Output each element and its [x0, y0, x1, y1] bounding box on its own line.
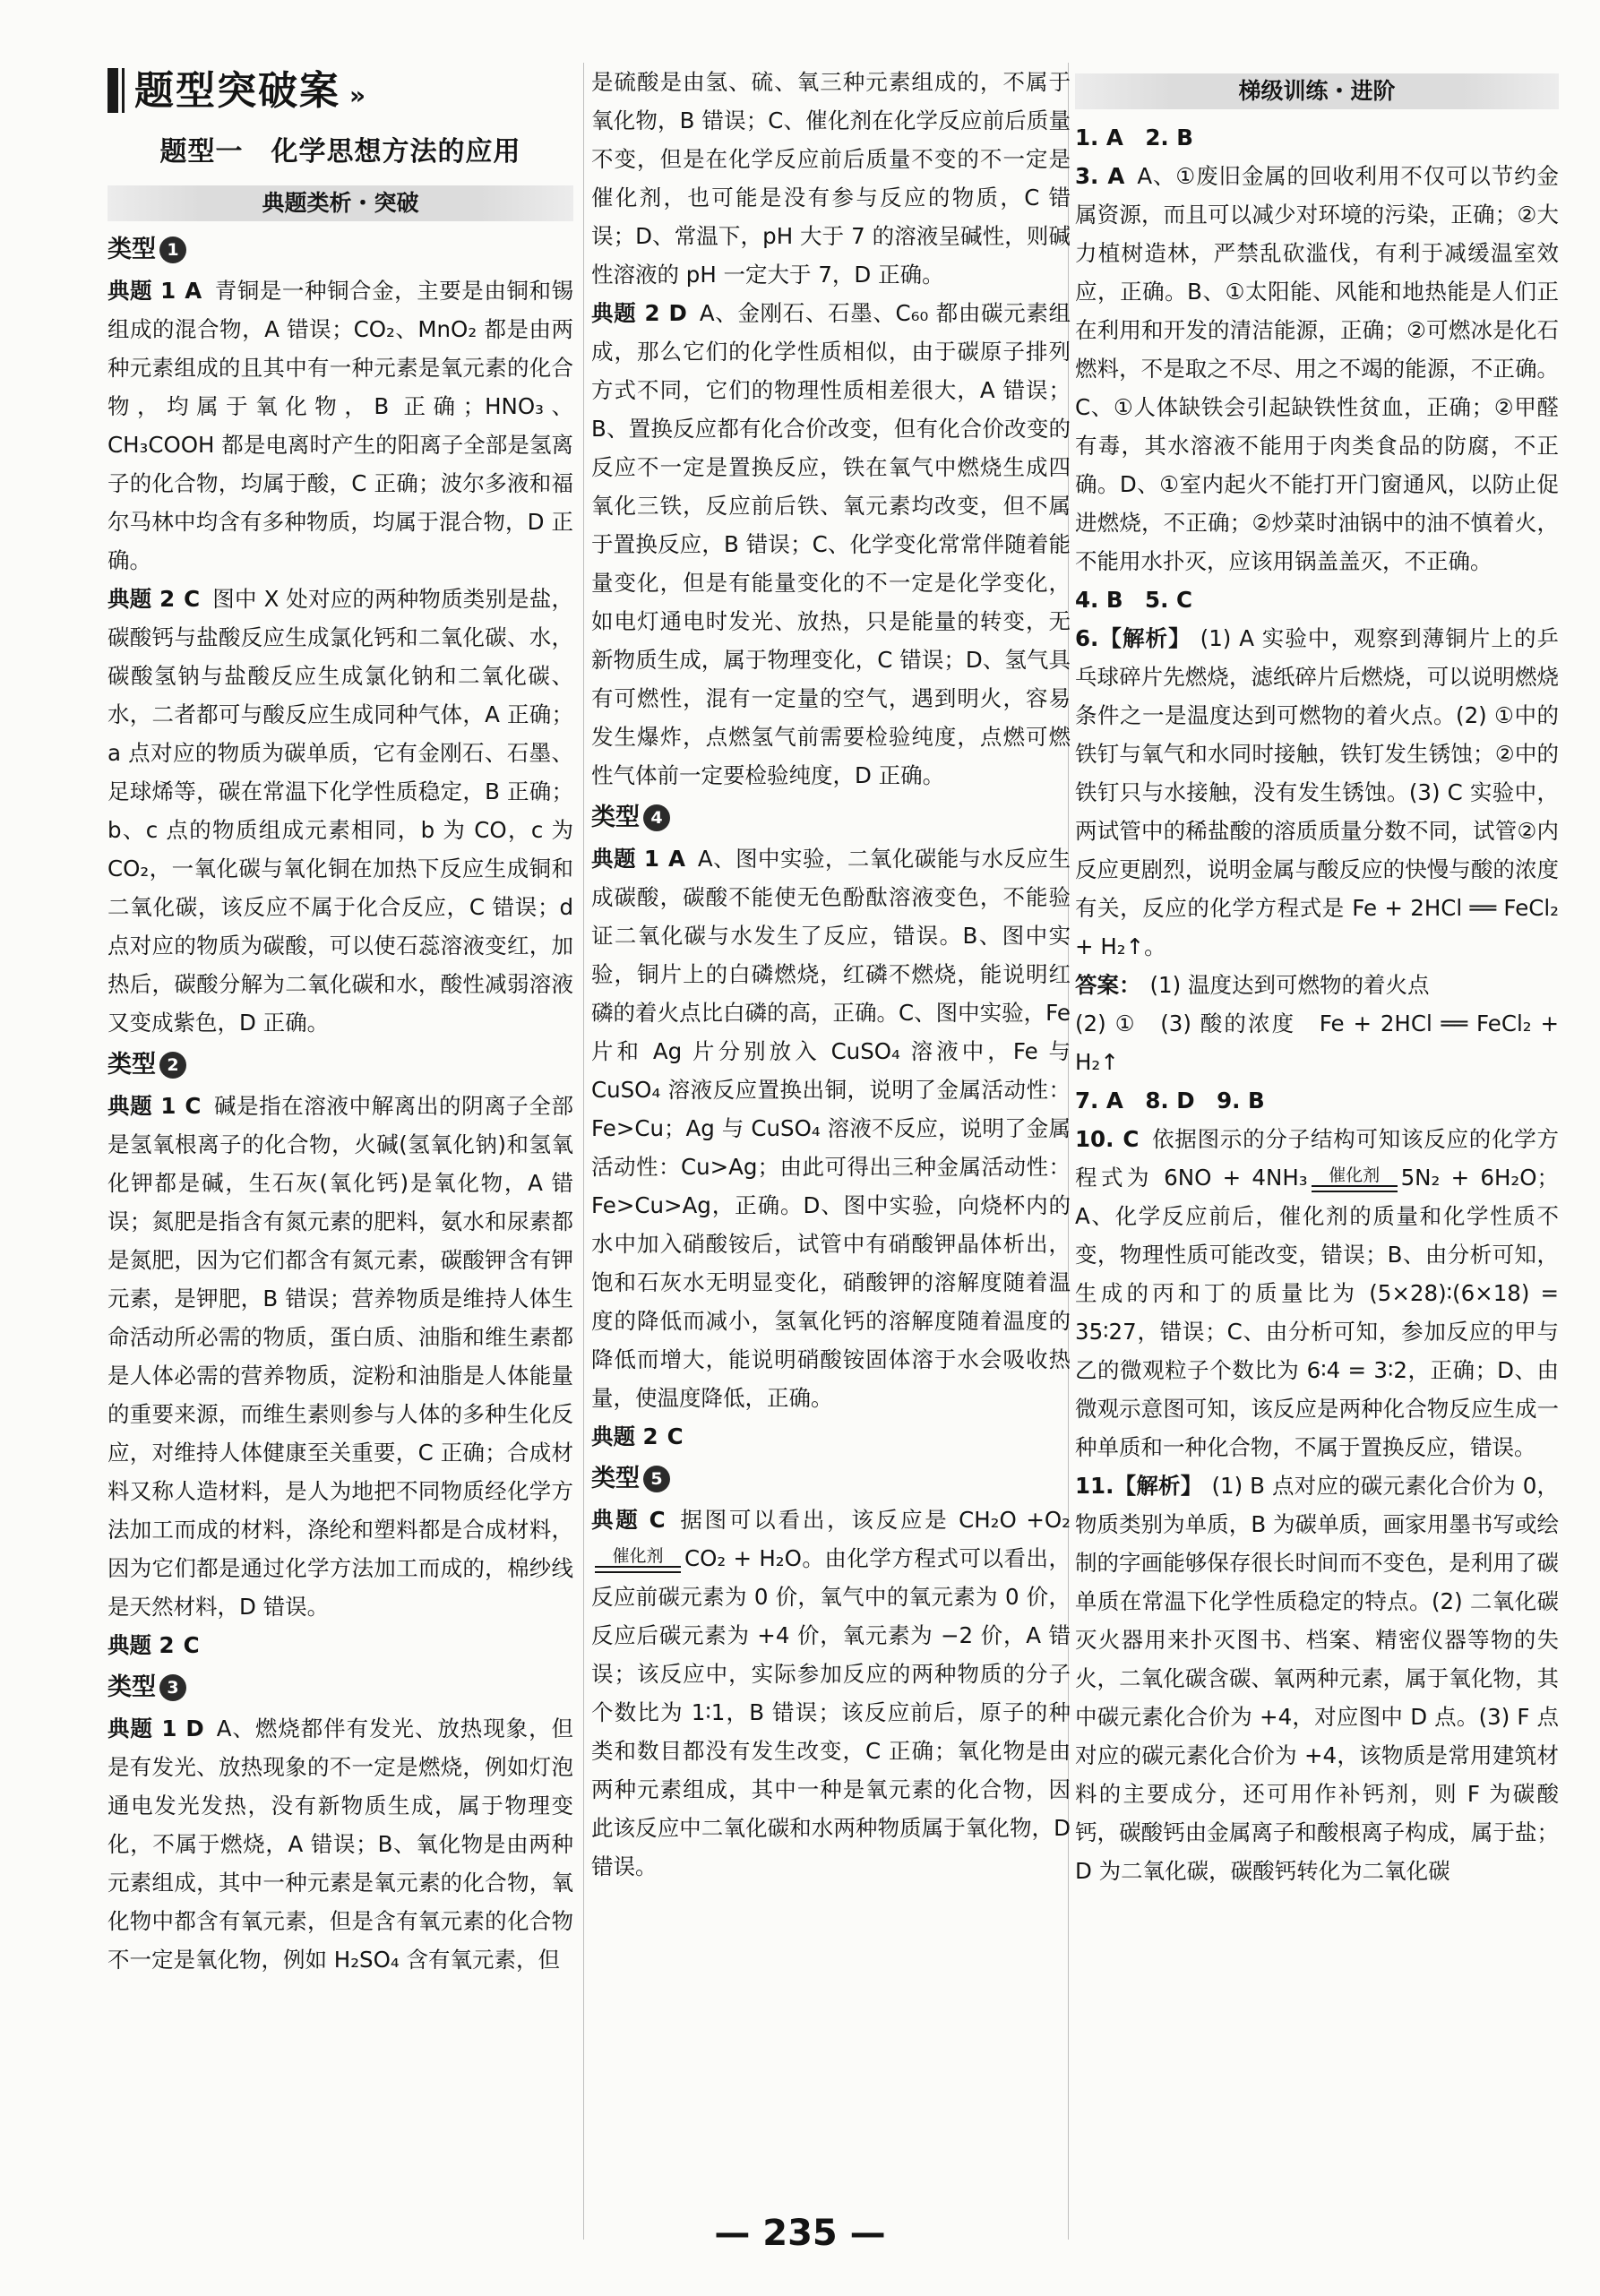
question-paragraph: 11.【解析】 (1) B 点对应的碳元素化合价为 0，物质类别为单质，B 为碳单质，画家用墨书写或绘制的字画能够保存很长时间而不变色，是利用了碳单质在常温下化学性质稳定的特点。(2) 二氧化碳灭火器用来扑灭图书、档案、精密仪器等物的失火，二氧化碳含碳、氧两种元素，属于氧化物，其中碳元素化合价为 +4，对应图中 D 点。(3) F 点对应的碳元素化合价为 +4，该物质是常用建筑材料的主要成分，还可用作补钙剂，则 F 为碳酸钙，碳酸钙由金属离子和酸根离子构成，属于盐；D 为二氧化碳，碳酸钙转化为二氧化碳: [1075, 1473, 1559, 1884]
question-paragraph-continued: 是硫酸是由氢、硫、氧三种元素组成的，不属于氧化物，B 错误；C、催化剂在化学反应前后质量不变，但是在化学反应前后质量不变的不一定是催化剂，也可能是没有参与反应的物质，C 错误；D、常温下，pH 大于 7 的溶液呈碱性，则碱性溶液的 pH 一定大于 7，D 正确。: [591, 69, 1071, 288]
question-paragraph: 3. A A、①废旧金属的回收利用不仅可以节约金属资源，而且可以减少对环境的污染，正确；②大力植树造林，严禁乱砍滥伐，有利于减缓温室效应，正确。B、①太阳能、风能和地热能是人们正在利用和开发的清洁能源，正确；②可燃冰是化石燃料，不是取之不尽、用之不竭的能源，不正确。C、①人体缺铁会引起缺铁性贫血，正确；②甲醛有毒，其水溶液不能用于肉类食品的防腐，不正确。D、①室内起火不能打开门窗通风，以防止促进燃烧，不正确；②炒菜时油锅中的油不慎着火，不能用水扑灭，应该用锅盖盖灭，不正确。: [1075, 163, 1559, 574]
question-paragraph: 典题 2 C: [108, 1632, 200, 1658]
column-divider-1: [583, 63, 584, 2240]
double-arrow-icon: »: [349, 81, 368, 110]
question-paragraph: 典题 C 据图可以看出，该反应是 CH₂O +O₂ 催化剂 CO₂ + H₂O。由化学方程式可以看出，反应前碳元素为 0 价，氧气中的氧元素为 0 价，反应后碳元素为 +4 价，氧元素为 −2 价，A 错误；该反应中，实际参加反应的两种物质的分子个数比为 1∶1，B 错误；该反应前后，原子的种类和数目都没有发生改变，C 正确；氧化物是由两种元素组成，其中一种是氧元素的化合物，因此该反应中二氧化碳和水两种物质属于氧化物，D 错误。: [591, 1507, 1071, 1879]
question-paragraph: 典题 2 C: [591, 1423, 684, 1449]
page-number: — 235 —: [714, 2213, 886, 2254]
number-circle-icon: 4: [643, 804, 670, 831]
question-paragraph: 典题 1 A 青铜是一种铜合金，主要是由铜和锡组成的混合物，A 错误；CO₂、MnO₂ 都是由两种元素组成的且其中有一种元素是氧元素的化合物，均属于氧化物，B 正确；HNO₃、CH₃COOH 都是电离时产生的阳离子全部是氢离子的化合物，均属于酸，C 正确；波尔多液和福尔马林中均含有多种物质，均属于混合物，D 正确。: [108, 278, 574, 573]
answer-line: 7. A 8. D 9. B: [1075, 1088, 1265, 1114]
number-circle-icon: 5: [643, 1466, 670, 1492]
type-heading-2: 类型 2: [108, 1045, 573, 1085]
type-heading-4: 类型 4: [591, 798, 1071, 838]
answer-block: 答案： (1) 温度达到可燃物的着火点: [1075, 972, 1430, 998]
question-paragraph: 典题 2 D A、金刚石、石墨、C₆₀ 都由碳元素组成，那么它们的化学性质相似，由于碳原子排列方式不同，它们的物理性质相差很大，A 错误；B、置换反应都有化合价改变，但有化合价改变的反应不一定是置换反应，铁在氧气中燃烧生成四氧化三铁，反应前后铁、氧元素均改变，但不属于置换反应，B 错误；C、化学变化常常伴随着能量变化，但是有能量变化的不一定是化学变化，如电灯通电时发光、放热，只是能量的转变，无新物质生成，属于物理变化，C 错误；D、氢气具有可燃性，混有一定量的空气，遇到明火，容易发生爆炸，点燃氢气前需要检验纯度，点燃可燃性气体前一定要检验纯度，D 正确。: [591, 300, 1071, 788]
type-heading-3: 类型 3: [108, 1668, 573, 1707]
question-paragraph: 典题 1 A A、图中实验，二氧化碳能与水反应生成碳酸，碳酸不能使无色酚酞溶液变色，不能验证二氧化碳与水发生了反应，错误。B、图中实验，铜片上的白磷燃烧，红磷不燃烧，能说明红磷的着火点比白磷的高，正确。C、图中实验，Fe 片和 Ag 片分别放入 CuSO₄ 溶液中，Fe 与 CuSO₄ 溶液反应置换出铜，说明了金属活动性：Fe>Cu；Ag 与 CuSO₄ 溶液不反应，说明了金属活动性：Cu>Ag；由此可得出三种金属活动性：Fe>Cu>Ag，正确。D、图中实验，向烧杯内的水中加入硝酸铵后，试管中有硝酸钾晶体析出，饱和石灰水无明显变化，硝酸钾的溶解度随着温度的降低而减小，氢氧化钙的溶解度随着温度的降低而增大，能说明硝酸铵固体溶于水会吸收热量，使温度降低，正确。: [591, 846, 1071, 1411]
banner-graded-training: 梯级训练・进阶: [1075, 73, 1559, 109]
column-right: [1075, 63, 1559, 1890]
banner-example-analysis: 典题类析・突破: [108, 185, 573, 221]
title-bar-decoration: [108, 68, 118, 113]
question-paragraph: 典题 2 C 图中 X 处对应的两种物质类别是盐，碳酸钙与盐酸反应生成氯化钙和二氧化碳、水，碳酸氢钠与盐酸反应生成氯化钠和二氧化碳、水，二者都可与酸反应生成同种气体，A 正确；a 点对应的物质为碳单质，它有金刚石、石墨、足球烯等，碳在常温下化学性质稳定，B 正确；b、c 点的物质组成元素相同，b 为 CO，c 为 CO₂，一氧化碳与氧化铜在加热下反应生成铜和二氧化碳，该反应不属于化合反应，C 错误；d 点对应的物质为碳酸，可以使石蕊溶液变红，加热后，碳酸分解为二氧化碳和水，酸性减弱溶液又变成紫色，D 正确。: [108, 586, 574, 1036]
section-title: 题型突破案 »: [134, 68, 368, 114]
answer-line: 4. B 5. C: [1075, 587, 1192, 613]
question-paragraph: 6.【解析】 (1) A 实验中，观察到薄铜片上的乒乓球碎片先燃烧，滤纸碎片后燃烧，可以说明燃烧条件之一是温度达到可燃物的着火点。(2) ①中的铁钉与氧气和水同时接触，铁钉发生锈蚀；②中的铁钉只与水接触，没有发生锈蚀。(3) C 实验中，两试管中的稀盐酸的溶质质量分数不同，试管②内反应更剧烈，说明金属与酸反应的快慢与酸的浓度有关，反应的化学方程式是 Fe + 2HCl ══ FeCl₂ + H₂↑。: [1075, 625, 1560, 959]
subtitle: 题型一 化学思想方法的应用: [159, 136, 521, 168]
column-middle: [591, 63, 1071, 1886]
type-heading-5: 类型 5: [591, 1459, 1071, 1499]
catalyst-reaction-arrow: 催化剂: [1312, 1165, 1398, 1192]
answer-block-cont: (2) ① (3) 酸的浓度 Fe + 2HCl ══ FeCl₂ + H₂↑: [1075, 1010, 1559, 1075]
section-header: [108, 63, 573, 120]
column-left: [108, 63, 573, 1979]
number-circle-icon: 2: [159, 1052, 186, 1079]
type-heading-1: 类型 1: [108, 230, 573, 270]
question-paragraph: 典题 1 C 碱是指在溶液中解离出的阴离子全部是氢氧根离子的化合物，火碱(氢氧化钠)和氢氧化钾都是碱，生石灰(氧化钙)是氧化物，A 错误；氮肥是指含有氮元素的肥料，氨水和尿素都是氮肥，因为它们都含有氮元素，碳酸钾含有钾元素，是钾肥，B 错误；营养物质是维持人体生命活动所必需的物质，蛋白质、油脂和维生素都是人体必需的营养物质，淀粉和油脂是人体能量的重要来源，而维生素则参与人体的多种生化反应，对维持人体健康至关重要，C 正确；合成材料又称人造材料，是人为地把不同物质经化学方法加工而成的材料，涤纶和塑料都是合成材料，因为它们都是通过化学方法加工而成的，棉纱线是天然材料，D 错误。: [108, 1093, 574, 1620]
catalyst-reaction-arrow: 催化剂: [595, 1546, 681, 1573]
number-circle-icon: 3: [159, 1674, 186, 1701]
question-paragraph: 10. C 依据图示的分子结构可知该反应的化学方程式为 6NO + 4NH₃ 催化剂 5N₂ + 6H₂O；A、化学反应前后，催化剂的质量和化学性质不变，物理性质可能改变，错误；B、由分析可知，生成的丙和丁的质量比为 (5×28)∶(6×18) = 35∶27，错误；C、由分析可知，参加反应的甲与乙的微观粒子个数比为 6∶4 = 3∶2，正确；D、由微观示意图可知，该反应是两种化合物反应生成一种单质和一种化合物，不属于置换反应，错误。: [1075, 1126, 1559, 1460]
title-bar-decoration-thin: [122, 68, 125, 113]
number-circle-icon: 1: [159, 236, 186, 263]
question-paragraph: 典题 1 D A、燃烧都伴有发光、放热现象，但是有发光、放热现象的不一定是燃烧，例如灯泡通电发光发热，没有新物质生成，属于物理变化，不属于燃烧，A 错误；B、氧化物是由两种元素组成，其中一种元素是氧元素的化合物，氧化物中都含有氧元素，但是含有氧元素的化合物不一定是氧化物，例如 H₂SO₄ 含有氧元素，但: [108, 1716, 574, 1973]
answer-line: 1. A 2. B: [1075, 125, 1193, 150]
